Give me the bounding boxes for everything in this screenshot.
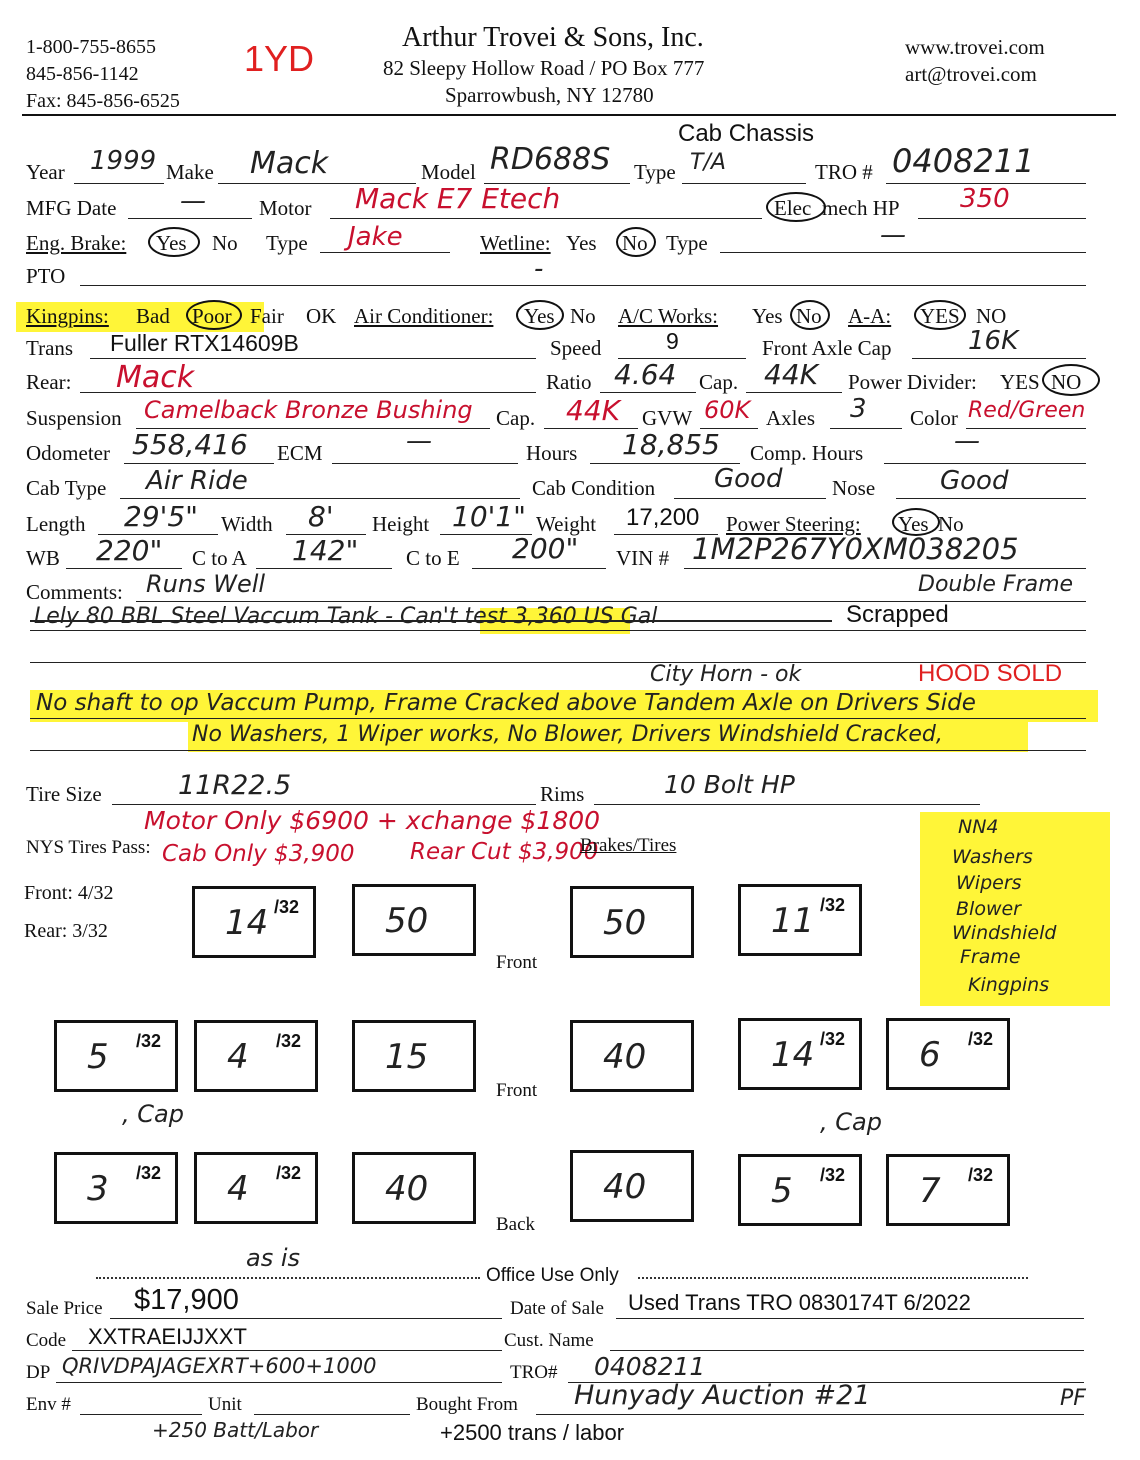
speed-label: Speed <box>550 336 602 360</box>
kingpins-label: Kingpins: <box>26 304 109 328</box>
tire-denominator: /32 <box>967 1165 993 1185</box>
ratio-label: Ratio <box>546 370 592 394</box>
tire-value: 40 <box>603 1037 647 1077</box>
fax-number: Fax: 845-856-6525 <box>26 90 180 112</box>
tire-denominator: /32 <box>275 1163 301 1183</box>
bought-from-value: Hunyady Auction #21 <box>574 1380 871 1411</box>
tire-value: 14 <box>771 1035 815 1075</box>
tire-box-steer-right-tire <box>570 886 694 958</box>
hp-line <box>918 218 1086 219</box>
rear-cap-line <box>746 392 842 393</box>
tire-value: 50 <box>603 903 647 943</box>
stamp-1yd: 1YD <box>244 38 315 79</box>
comment-double-frame: Double Frame <box>918 572 1074 597</box>
air-conditioner-label: Air Conditioner: <box>354 304 494 328</box>
code-value: XXTRAEIJJXXT <box>88 1324 247 1349</box>
comment-vacuum-tank: Lely 80 BBL Steel Vaccum Tank - Can't test 3,360 US Gal <box>34 604 658 629</box>
height-value: 10'1" <box>452 500 527 533</box>
power-steering-no: No <box>938 512 964 536</box>
date-of-sale-label: Date of Sale <box>510 1298 604 1319</box>
width-value: 8' <box>308 500 334 533</box>
c-to-a-line <box>256 568 392 569</box>
tire-box-rear-drive-4 <box>570 1150 694 1222</box>
kingpins-bad: Bad <box>136 304 170 328</box>
vin-label: VIN # <box>616 546 670 570</box>
unit-line <box>254 1414 410 1415</box>
tire-box-front-drive-4 <box>570 1020 694 1092</box>
c-to-a-label: C to A <box>192 546 247 570</box>
tire-value: 14 <box>225 903 269 943</box>
cust-name-label: Cust. Name <box>504 1330 594 1351</box>
wet-type-label: Type <box>666 231 708 255</box>
tire-value: 4 <box>227 1169 249 1209</box>
wb-label: WB <box>26 546 60 570</box>
mfg-date-line <box>128 218 252 219</box>
back-axle-label: Back <box>496 1214 536 1235</box>
hours-value: 18,855 <box>622 428 720 461</box>
type-line <box>682 183 806 184</box>
ac-yes-circle <box>516 300 564 330</box>
front-axle-cap-line <box>912 358 1086 359</box>
front-axle-label-2: Front <box>496 1080 538 1101</box>
cap-note-left: , Cap <box>122 1100 184 1128</box>
tire-box-rear-drive-1 <box>54 1152 178 1224</box>
tire-value: 5 <box>771 1171 793 1211</box>
sticky-blower: Blower <box>956 898 1021 920</box>
length-label: Length <box>26 512 86 536</box>
tire-denominator: /32 <box>819 1165 845 1185</box>
brake-type-value: Jake <box>348 222 403 252</box>
ecm-value: — <box>406 426 432 456</box>
eng-brake-no: No <box>212 231 238 255</box>
motor-value: Mack E7 Etech <box>355 182 561 215</box>
tire-value: 40 <box>603 1167 647 1207</box>
color-line <box>966 428 1086 429</box>
susp-cap-label: Cap. <box>496 406 536 430</box>
wb-value: 220" <box>96 534 163 567</box>
odometer-line <box>124 463 274 464</box>
phone-1: 1-800-755-8655 <box>26 36 156 58</box>
dp-value: QRIVDPAJAGEXRT+600+1000 <box>62 1354 377 1378</box>
tire-denominator: /32 <box>819 1029 845 1049</box>
comments-line-2 <box>30 630 1086 631</box>
wetline-yes: Yes <box>566 231 597 255</box>
c-to-e-label: C to E <box>406 546 460 570</box>
office-dash-left <box>96 1277 480 1279</box>
batt-labor-note: +250 Batt/Labor <box>152 1418 319 1442</box>
wb-line <box>66 568 182 569</box>
wet-type-line <box>720 252 1086 253</box>
length-value: 29'5" <box>124 500 199 533</box>
aa-label: A-A: <box>848 304 892 328</box>
comment-strike <box>30 620 832 622</box>
date-of-sale-line <box>616 1318 1084 1319</box>
comp-hours-label: Comp. Hours <box>750 441 864 465</box>
tire-box-rear-drive-2 <box>194 1152 318 1224</box>
pto-label: PTO <box>26 264 66 288</box>
power-divider-label: Power Divider: <box>848 370 977 394</box>
cab-chassis-note: Cab Chassis <box>678 120 815 147</box>
ratio-line <box>600 392 696 393</box>
tro-value: 0408211 <box>892 142 1035 180</box>
trans-labor-note: +2500 trans / labor <box>440 1420 625 1445</box>
make-value: Mack <box>250 146 329 181</box>
elec-circle <box>766 192 826 222</box>
aa-yes: YES <box>920 304 960 328</box>
tire-box-rear-drive-3 <box>352 1152 476 1224</box>
tire-size-line <box>112 804 536 805</box>
trans-line <box>90 358 536 359</box>
tire-value: 7 <box>919 1171 941 1211</box>
susp-cap-value: 44K <box>566 394 620 427</box>
cab-type-label: Cab Type <box>26 476 107 500</box>
tire-box-rear-drive-6 <box>886 1154 1010 1226</box>
phone-2: 845-856-1142 <box>26 63 139 85</box>
cab-condition-value: Good <box>714 464 783 494</box>
speed-value: 9 <box>666 328 679 354</box>
tire-value: 15 <box>385 1037 429 1077</box>
ratio-value: 4.64 <box>614 358 677 391</box>
tro2-value: 0408211 <box>594 1352 706 1381</box>
cab-only-price: Cab Only $3,900 <box>162 841 355 867</box>
cust-name-line <box>610 1350 1084 1351</box>
elec-label: Elec <box>774 196 812 220</box>
c-to-e-line <box>472 568 606 569</box>
tire-denominator: /32 <box>135 1163 161 1183</box>
tire-box-front-drive-3 <box>352 1020 476 1092</box>
power-divider-no-circle <box>1042 364 1100 396</box>
trans-label: Trans <box>26 336 74 360</box>
c-to-a-value: 142" <box>292 534 359 567</box>
suspension-value: Camelback Bronze Bushing <box>144 396 473 424</box>
year-label: Year <box>26 160 65 184</box>
rear-value: Mack <box>116 360 195 395</box>
rear-label: Rear: <box>26 370 72 394</box>
tire-denominator: /32 <box>967 1029 993 1049</box>
motor-label: Motor <box>259 196 312 220</box>
eng-brake-yes: Yes <box>156 231 187 255</box>
front-axle-cap-label: Front Axle Cap <box>762 336 892 360</box>
tire-box-steer-left-tire <box>352 884 476 956</box>
nose-value: Good <box>940 466 1009 496</box>
front-spec: Front: 4/32 <box>24 882 114 904</box>
vin-value: 1M2P267Y0XM038205 <box>692 532 1019 566</box>
kingpins-poor: Poor <box>192 304 232 328</box>
brakes-tires-label: Brakes/Tires <box>580 835 677 856</box>
code-label: Code <box>26 1330 67 1351</box>
sticky-wipers: Wipers <box>956 872 1022 894</box>
model-label: Model <box>421 160 476 184</box>
company-website: www.trovei.com <box>905 35 1045 59</box>
office-use-only-label: Office Use Only <box>486 1265 619 1286</box>
wetline-no: No <box>622 231 648 255</box>
ac-works-no: No <box>796 304 822 328</box>
odometer-value: 558,416 <box>132 428 248 461</box>
suspension-label: Suspension <box>26 406 122 430</box>
axles-value: 3 <box>850 394 867 424</box>
type-value: T/A <box>690 150 726 175</box>
tire-box-front-drive-6 <box>886 1018 1010 1090</box>
ac-yes: Yes <box>524 304 555 328</box>
ac-works-label: A/C Works: <box>618 304 719 328</box>
tire-value: 11 <box>771 901 815 941</box>
vin-line <box>684 568 1086 569</box>
tire-size-label: Tire Size <box>26 782 102 806</box>
year-value: 1999 <box>90 146 157 176</box>
cab-type-line <box>120 498 520 499</box>
date-of-sale-value: Used Trans TRO 0830174T 6/2022 <box>628 1290 971 1315</box>
weight-value: 17,200 <box>626 504 700 531</box>
trans-value: Fuller RTX14609B <box>110 330 299 356</box>
hours-label: Hours <box>526 441 578 465</box>
nose-label: Nose <box>832 476 876 500</box>
tire-size-value: 11R22.5 <box>178 770 292 801</box>
rear-cap-value: 44K <box>764 358 818 391</box>
comments-line-5 <box>30 750 1086 751</box>
ac-works-no-circle <box>790 300 830 330</box>
dp-line <box>56 1382 502 1383</box>
comment-hood-sold: HOOD SOLD <box>918 660 1063 687</box>
rims-line <box>594 804 980 805</box>
aa-no: NO <box>976 304 1007 328</box>
tire-value: 5 <box>87 1037 109 1077</box>
company-name: Arthur Trovei & Sons, Inc. <box>402 22 704 53</box>
hp-value: 350 <box>960 184 1010 214</box>
color-value: Red/Green <box>968 398 1086 423</box>
gvw-label: GVW <box>642 406 693 430</box>
pto-value: - <box>534 254 544 284</box>
cab-type-value: Air Ride <box>146 466 248 496</box>
mfg-date-value: — <box>180 186 206 216</box>
rear-cap-label: Cap. <box>699 370 739 394</box>
sticky-washers: Washers <box>952 846 1033 868</box>
pto-line <box>80 285 1086 286</box>
sale-price-value: $17,900 <box>134 1284 239 1316</box>
rims-label: Rims <box>540 782 585 806</box>
env-line <box>80 1414 202 1415</box>
initials: PF <box>1060 1386 1086 1411</box>
sticky-kingpins: Kingpins <box>968 974 1050 996</box>
company-address-1: 82 Sleepy Hollow Road / PO Box 777 <box>383 56 705 80</box>
comp-hours-line <box>884 463 1086 464</box>
bought-from-line <box>536 1414 1084 1415</box>
kingpins-poor-circle <box>186 300 242 330</box>
year-line <box>74 183 164 184</box>
cap-note-right: , Cap <box>820 1108 882 1136</box>
ac-no: No <box>570 304 596 328</box>
comment-runs-well: Runs Well <box>146 570 266 598</box>
company-email: art@trovei.com <box>905 62 1037 86</box>
cab-condition-label: Cab Condition <box>532 476 656 500</box>
ecm-line <box>332 463 518 464</box>
wet-type-value: — <box>880 220 906 250</box>
unit-label: Unit <box>208 1394 242 1415</box>
code-line <box>72 1350 502 1351</box>
comment-frame-cracked: No shaft to op Vaccum Pump, Frame Cracked above Tandem Axle on Drivers Side <box>36 690 976 716</box>
tire-box-steer-right-brake <box>738 884 862 956</box>
gvw-value: 60K <box>704 396 751 424</box>
power-divider-yes: YES <box>1000 370 1040 394</box>
wetline-no-circle <box>616 227 656 257</box>
nys-tires-pass-label: NYS Tires Pass: <box>26 837 151 858</box>
kingpins-ok: OK <box>306 304 337 328</box>
kingpins-fair: Fair <box>250 304 284 328</box>
odometer-label: Odometer <box>26 441 110 465</box>
rims-value: 10 Bolt HP <box>664 770 795 799</box>
office-dash-right <box>638 1277 1028 1279</box>
brake-type-label: Type <box>266 231 308 255</box>
ac-works-yes: Yes <box>752 304 783 328</box>
tire-box-front-drive-5 <box>738 1018 862 1090</box>
power-steering-label: Power Steering: <box>726 512 861 536</box>
axles-line <box>830 428 902 429</box>
bought-from-label: Bought From <box>416 1394 518 1415</box>
tire-value: 40 <box>385 1169 429 1209</box>
type-label: Type <box>634 160 676 184</box>
ecm-label: ECM <box>277 441 323 465</box>
aa-yes-circle <box>914 300 966 330</box>
width-label: Width <box>221 512 273 536</box>
tire-box-front-drive-1 <box>54 1020 178 1092</box>
motor-line <box>330 218 762 219</box>
comment-scrapped: Scrapped <box>846 601 949 628</box>
color-label: Color <box>910 406 958 430</box>
brake-type-line <box>320 252 450 253</box>
dp-label: DP <box>26 1362 51 1383</box>
as-is-note: as is <box>246 1244 301 1272</box>
motor-only-price: Motor Only $6900 + xchange $1800 <box>144 806 601 835</box>
tire-denominator: /32 <box>275 1031 301 1051</box>
env-label: Env # <box>26 1394 71 1415</box>
tire-denominator: /32 <box>135 1031 161 1051</box>
front-axle-label-1: Front <box>496 952 538 973</box>
tire-denominator: /32 <box>819 895 845 915</box>
wetline-label: Wetline: <box>480 231 551 255</box>
tire-denominator: /32 <box>273 897 299 917</box>
eng-brake-yes-circle <box>148 227 200 257</box>
tire-value: 6 <box>919 1035 941 1075</box>
eng-brake-label: Eng. Brake: <box>26 231 127 255</box>
power-divider-no: NO <box>1051 370 1082 394</box>
power-steering-yes: Yes <box>898 512 929 536</box>
mfg-date-label: MFG Date <box>26 196 117 220</box>
rear-spec: Rear: 3/32 <box>24 920 108 942</box>
mech-hp-label: mech HP <box>822 196 900 220</box>
c-to-e-value: 200" <box>512 532 579 565</box>
tire-box-rear-drive-5 <box>738 1154 862 1226</box>
comments-line-4 <box>30 718 1086 719</box>
sticky-windshield: Windshield <box>952 922 1057 944</box>
rear-cut-price: Rear Cut $3,900 <box>410 839 599 865</box>
comp-hours-value: — <box>954 426 980 456</box>
sticky-frame: Frame <box>960 946 1021 968</box>
weight-label: Weight <box>536 512 597 536</box>
tro-label: TRO # <box>815 160 873 184</box>
front-axle-cap-value: 16K <box>968 326 1019 356</box>
make-label: Make <box>166 160 214 184</box>
cab-condition-line <box>674 498 826 499</box>
sale-price-label: Sale Price <box>26 1298 103 1319</box>
tire-box-front-drive-2 <box>194 1020 318 1092</box>
model-value: RD688S <box>490 142 611 177</box>
company-address-2: Sparrowbush, NY 12780 <box>445 83 654 107</box>
height-label: Height <box>372 512 430 536</box>
sticky-nn4: NN4 <box>958 816 999 838</box>
nose-line <box>896 498 1086 499</box>
tro2-label: TRO# <box>510 1362 558 1383</box>
tire-value: 3 <box>87 1169 109 1209</box>
comment-no-washers: No Washers, 1 Wiper works, No Blower, Drivers Windshield Cracked, <box>192 722 943 747</box>
comment-city-horn: City Horn - ok <box>650 662 802 687</box>
axles-label: Axles <box>766 406 815 430</box>
tire-value: 4 <box>227 1037 249 1077</box>
header-rule <box>22 114 1116 116</box>
tire-box-steer-left-brake <box>192 886 316 958</box>
tire-value: 50 <box>385 901 429 941</box>
comments-label: Comments: <box>26 580 123 604</box>
sale-price-line <box>110 1318 502 1319</box>
